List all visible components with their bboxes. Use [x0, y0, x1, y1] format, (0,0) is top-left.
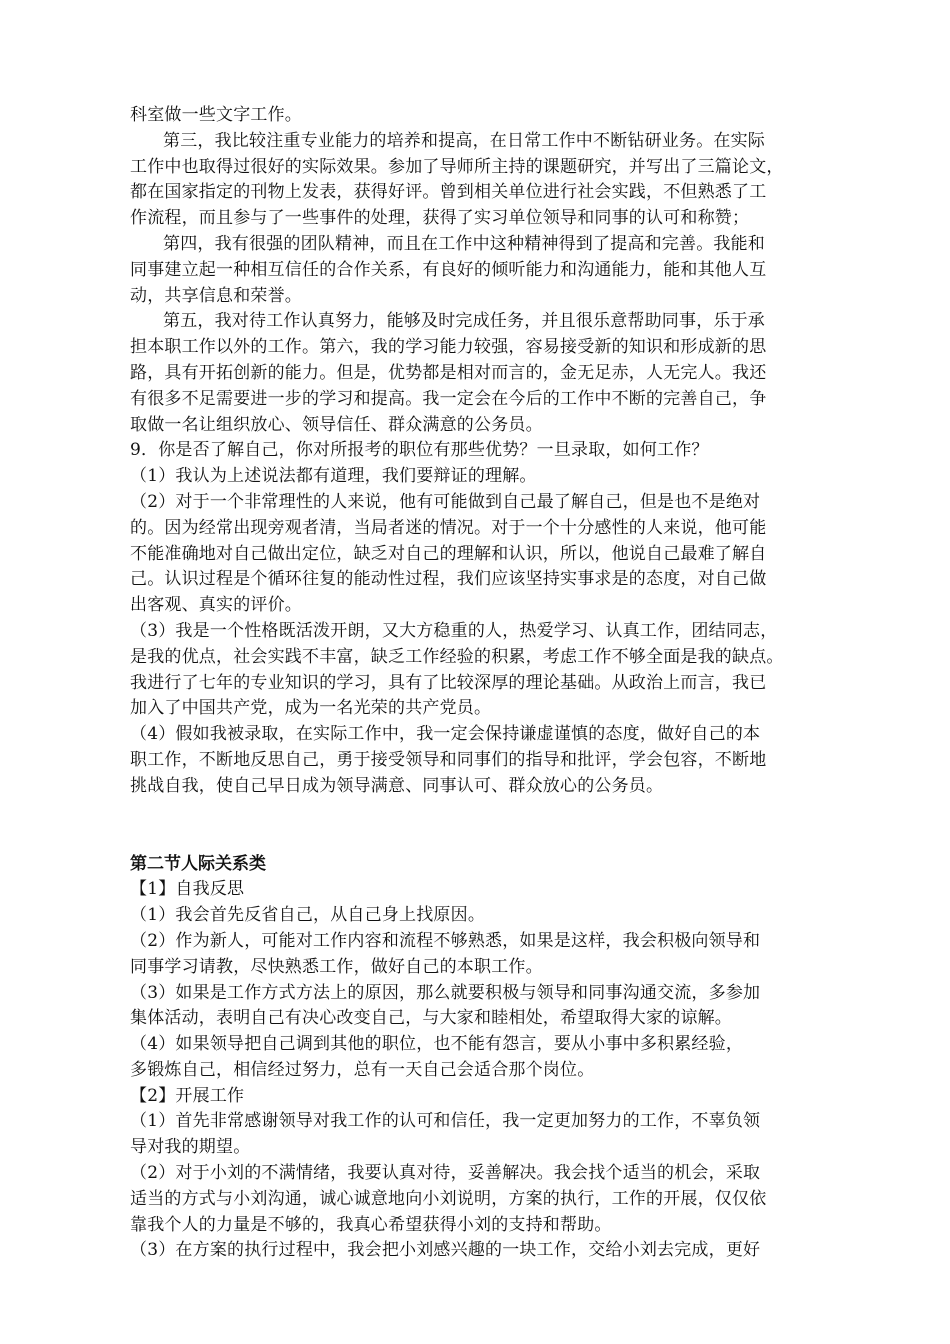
answer-line: 出客观、真实的评价。 — [130, 595, 302, 616]
paragraph-line: 作流程，而且参与了一些事件的处理，获得了实习单位领导和同事的认可和称赞； — [130, 208, 750, 229]
paragraph-line: 路，具有开拓创新的能力。但是，优势都是相对而言的，金无足赤，人无完人。我还 — [130, 362, 767, 383]
answer-line: 我进行了七年的专业知识的学习，具有了比较深厚的理论基础。从政治上而言，我已 — [130, 672, 767, 693]
section-heading: 第二节人际关系类 — [130, 853, 266, 874]
answer-line: 的。因为经常出现旁观者清，当局者迷的情况。对于一个十分感性的人来说，他可能 — [130, 517, 767, 538]
paragraph-line: 工作中也取得过很好的实际效果。参加了导师所主持的课题研究，并写出了三篇论文， — [130, 156, 784, 177]
answer-line: 靠我个人的力量是不够的，我真心希望获得小刘的支持和帮助。 — [130, 1214, 612, 1235]
answer-line: 职工作，不断地反思自己，勇于接受领导和同事们的指导和批评，学会包容，不断地 — [130, 749, 767, 770]
answer-line: 己。认识过程是个循环往复的能动性过程，我们应该坚持实事求是的态度，对自己做 — [130, 569, 767, 590]
answer-line: （1）我认为上述说法都有道理，我们要辩证的理解。 — [130, 466, 537, 487]
answer-line: （2）作为新人，可能对工作内容和流程不够熟悉，如果是这样，我会积极向领导和 — [130, 930, 761, 951]
subsection-title: 【1】自我反思 — [130, 879, 245, 900]
document-body — [130, 103, 845, 1264]
answer-line: （1）首先非常感谢领导对我工作的认可和信任，我一定更加努力的工作，不辜负领 — [130, 1111, 761, 1132]
answer-line: 不能准确地对自己做出定位，缺乏对自己的理解和认识，所以，他说自己最难了解自 — [130, 543, 767, 564]
answer-line: （2）对于一个非常理性的人来说，他有可能做到自己最了解自己，但是也不是绝对 — [130, 491, 761, 512]
answer-line: 是我的优点，社会实践不丰富，缺乏工作经验的积累，考虑工作不够全面是我的缺点。 — [130, 646, 784, 667]
paragraph-line: 第五，我对待工作认真努力，能够及时完成任务，并且很乐意帮助同事，乐于承 — [163, 311, 765, 332]
answer-line: 挑战自我，使自己早日成为领导满意、同事认可、群众放心的公务员。 — [130, 775, 664, 796]
answer-line: （3）在方案的执行过程中，我会把小刘感兴趣的一块工作，交给小刘去完成，更好 — [130, 1240, 761, 1261]
answer-line: （4）如果领导把自己调到其他的职位，也不能有怨言，要从小事中多积累经验， — [130, 1034, 744, 1055]
paragraph-line: 有很多不足需要进一步的学习和提高。我一定会在今后的工作中不断的完善自己，争 — [130, 388, 767, 409]
question-line: 9．你是否了解自己，你对所报考的职位有那些优势？一旦录取，如何工作？ — [130, 440, 709, 461]
paragraph-line: 动，共享信息和荣誉。 — [130, 285, 302, 306]
answer-line: 集体活动，表明自己有决心改变自己，与大家和睦相处，希望取得大家的谅解。 — [130, 1008, 732, 1029]
paragraph-line: 第四，我有很强的团队精神，而且在工作中这种精神得到了提高和完善。我能和 — [163, 233, 765, 254]
answer-line: （4）假如我被录取，在实际工作中，我一定会保持谦虚谨慎的态度，做好自己的本 — [130, 724, 761, 745]
answer-line: （3）如果是工作方式方法上的原因，那么就要积极与领导和同事沟通交流，多参加 — [130, 982, 761, 1003]
answer-line: （2）对于小刘的不满情绪，我要认真对待，妥善解决。我会找个适当的机会，采取 — [130, 1163, 761, 1184]
subsection-title: 【2】开展工作 — [130, 1085, 245, 1106]
paragraph-line: 同事建立起一种相互信任的合作关系，有良好的倾听能力和沟通能力，能和其他人互 — [130, 259, 767, 280]
answer-line: 导对我的期望。 — [130, 1137, 251, 1158]
section-spacer — [130, 800, 845, 852]
answer-line: （1）我会首先反省自己，从自己身上找原因。 — [130, 905, 486, 926]
paragraph-line: 担本职工作以外的工作。第六，我的学习能力较强，容易接受新的知识和形成新的思 — [130, 337, 767, 358]
answer-line: （3）我是一个性格既活泼开朗，又大方稳重的人，热爱学习、认真工作，团结同志， — [130, 620, 778, 641]
paragraph-line: 取做一名让组织放心、领导信任、群众满意的公务员。 — [130, 414, 543, 435]
answer-line: 同事学习请教，尽快熟悉工作，做好自己的本职工作。 — [130, 956, 543, 977]
answer-line: 适当的方式与小刘沟通，诚心诚意地向小刘说明，方案的执行，工作的开展，仅仅依 — [130, 1188, 767, 1209]
answer-line: 多锻炼自己，相信经过努力，总有一天自己会适合那个岗位。 — [130, 1059, 595, 1080]
paragraph-line: 科室做一些文字工作。 — [130, 105, 302, 125]
paragraph-line: 第三，我比较注重专业能力的培养和提高，在日常工作中不断钻研业务。在实际 — [163, 130, 765, 151]
paragraph-line: 都在国家指定的刊物上发表，获得好评。曾到相关单位进行社会实践，不但熟悉了工 — [130, 182, 767, 203]
answer-line: 加入了中国共产党，成为一名光荣的共产党员。 — [130, 698, 492, 719]
